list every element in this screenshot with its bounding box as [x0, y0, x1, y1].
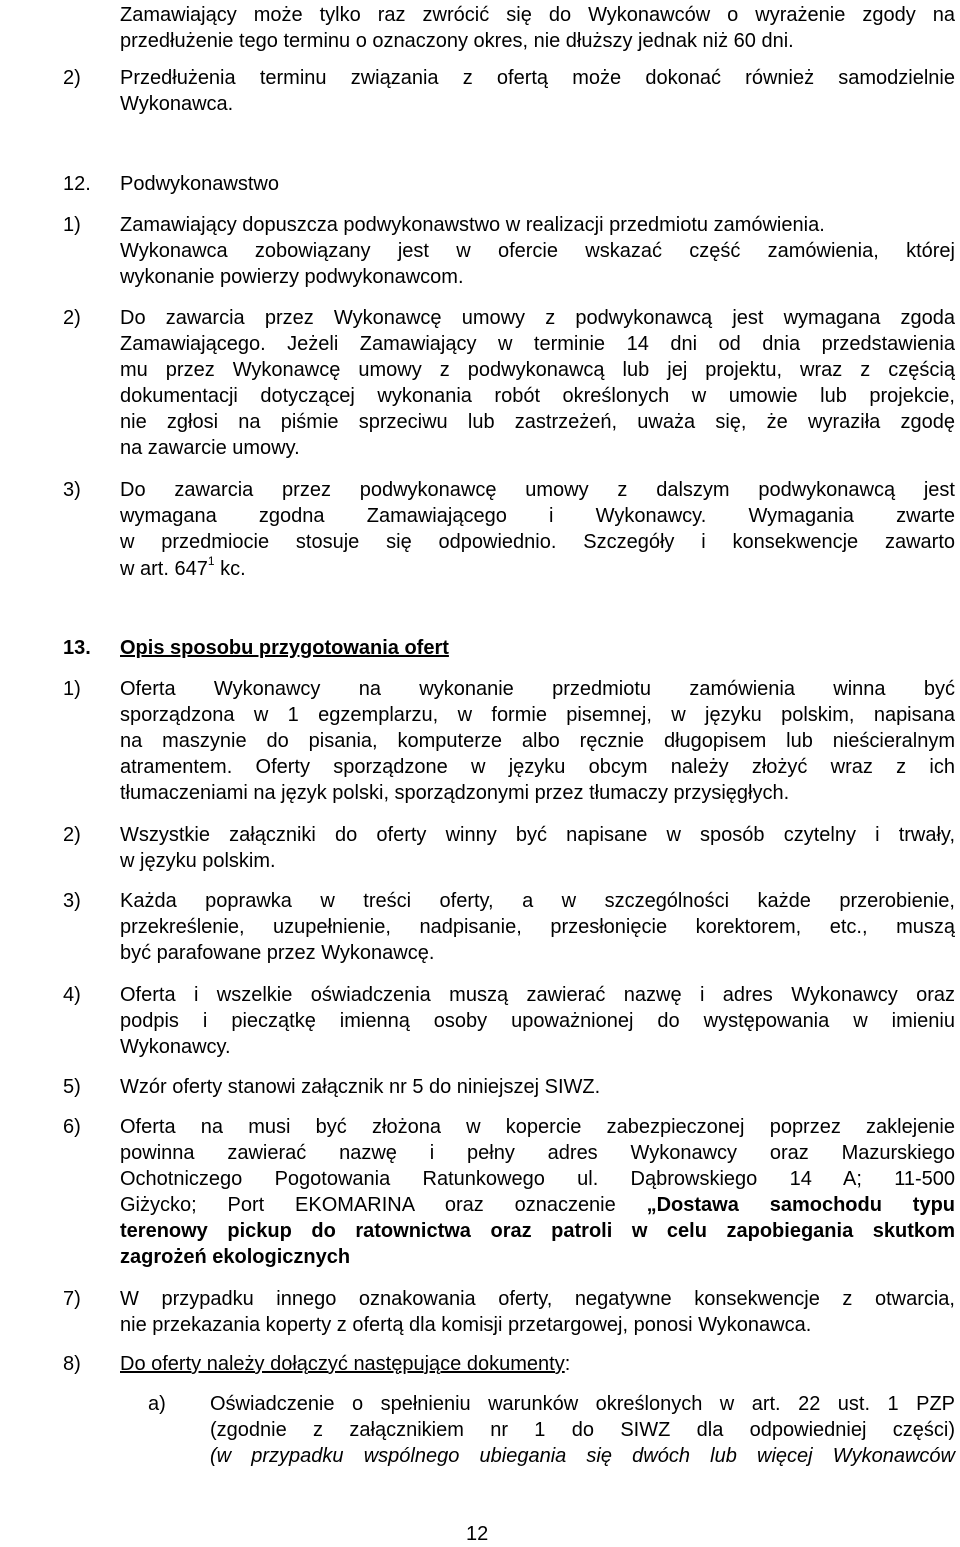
body-text-line: na maszynie do pisania, komputerze albo ręcznie długopisem lub nieścieralnym: [120, 730, 955, 752]
body-text-line: [120, 1351, 570, 1377]
list-number: 7): [63, 1288, 81, 1310]
body-text-line: Oferta i wszelkie oświadczenia muszą zawierać nazwę i adres Wykonawcy oraz: [120, 984, 955, 1006]
list-number: 5): [63, 1076, 81, 1098]
body-text-line: Do zawarcia przez Wykonawcę umowy z podwykonawcą jest wymagana zgoda: [120, 307, 955, 329]
body-text-line: na zawarcie umowy.: [120, 437, 300, 459]
list-number: 8): [63, 1353, 81, 1375]
section-title: Opis sposobu przygotowania ofert: [120, 637, 449, 659]
section-number: 13.: [63, 637, 91, 659]
body-text-line: Wzór oferty stanowi załącznik nr 5 do niniejszej SIWZ.: [120, 1076, 601, 1098]
body-text-line: być parafowane przez Wykonawcę.: [120, 942, 435, 964]
body-text-line: zagrożeń ekologicznych: [120, 1246, 351, 1268]
body-text-line: Oświadczenie o spełnieniu warunków określonych w art. 22 ust. 1 PZP: [210, 1393, 955, 1415]
text-run: Giżycko; Port EKOMARINA oraz oznaczenie: [120, 1194, 647, 1216]
list-number: 1): [63, 678, 81, 700]
sublist-letter: a): [148, 1393, 166, 1415]
body-text-line: nie przekazania koperty z ofertą dla komisji przetargowej, ponosi Wykonawca.: [120, 1314, 812, 1336]
body-text-line: Oferta Wykonawcy na wykonanie przedmiotu zamówienia winna być: [120, 678, 955, 700]
bold-text-run: „Dostawa samochodu typu: [646, 1194, 956, 1216]
list-number: 4): [63, 984, 81, 1006]
body-text-line: powinna zawierać nazwę i pełny adres Wykonawcy oraz Mazurskiego: [120, 1142, 955, 1164]
body-text-line: Przedłużenia terminu związania z ofertą może dokonać również samodzielnie: [120, 67, 955, 89]
body-text-line: dokumentacji dotyczącej wykonania robót określonych w umowie lub projekcie,: [120, 385, 955, 407]
body-text-line: [120, 556, 246, 582]
body-text-line: w przedmiocie stosuje się odpowiednio. Szczegóły i konsekwencje zawarto: [120, 531, 955, 553]
list-number: 2): [63, 824, 81, 846]
body-text-line: terenowy pickup do ratownictwa oraz patroli w celu zapobiegania skutkom: [120, 1220, 955, 1242]
body-text-line: [120, 1192, 955, 1218]
text-run: kc.: [214, 558, 246, 580]
body-text-line: sporządzona w 1 egzemplarzu, w formie pisemnej, w języku polskim, napisana: [120, 704, 955, 726]
text-run: :: [564, 1353, 571, 1375]
list-number: 3): [63, 479, 81, 501]
body-text-line: wykonanie powierzy podwykonawcom.: [120, 266, 464, 288]
body-text-line: (w przypadku wspólnego ubiegania się dwóch lub więcej Wykonawców: [210, 1445, 955, 1467]
list-number: 1): [63, 214, 81, 236]
list-number: 6): [63, 1116, 81, 1138]
body-text-line: Wszystkie załączniki do oferty winny być napisane w sposób czytelny i trwały,: [120, 824, 955, 846]
body-text-line: Zamawiający dopuszcza podwykonawstwo w realizacji przedmiotu zamówienia.: [120, 214, 825, 236]
page-number: 12: [466, 1523, 489, 1545]
body-text-line: podpis i pieczątkę imienną osoby upoważnionej do występowania w imieniu: [120, 1010, 955, 1032]
body-text-line: Wykonawcy.: [120, 1036, 231, 1058]
body-text-line: przekreślenie, uzupełnienie, nadpisanie, przesłonięcie korektorem, etc., muszą: [120, 916, 955, 938]
body-text-line: w języku polskim.: [120, 850, 276, 872]
body-text-line: nie zgłosi na piśmie sprzeciwu lub zastrzeżeń, uważa się, że wyraziła zgodę: [120, 411, 955, 433]
body-text-line: Oferta na musi być złożona w kopercie zabezpieczonej poprzez zaklejenie: [120, 1116, 955, 1138]
list-number: 2): [63, 307, 81, 329]
underlined-text-run: Do oferty należy dołączyć następujące dokumenty: [120, 1353, 565, 1375]
body-text-line: Każda poprawka w treści oferty, a w szczególności każde przerobienie,: [120, 890, 955, 912]
body-text-line: Wykonawca zobowiązany jest w ofercie wskazać część zamówienia, której: [120, 240, 955, 262]
body-text-line: Wykonawca.: [120, 93, 234, 115]
text-run: w art. 647: [120, 558, 208, 580]
section-title: Podwykonawstwo: [120, 173, 279, 195]
body-text-line: wymagana zgodna Zamawiającego i Wykonawcy. Wymagania zwarte: [120, 505, 955, 527]
body-text-line: przedłużenie tego terminu o oznaczony okres, nie dłuższy jednak niż 60 dni.: [120, 30, 794, 52]
body-text-line: tłumaczeniami na język polski, sporządzonymi przez tłumaczy przysięgłych.: [120, 782, 790, 804]
section-number: 12.: [63, 173, 91, 195]
body-text-line: Zamawiający może tylko raz zwrócić się do Wykonawców o wyrażenie zgody na: [120, 4, 955, 26]
body-text-line: W przypadku innego oznakowania oferty, negatywne konsekwencje z otwarcia,: [120, 1288, 955, 1310]
list-number: 3): [63, 890, 81, 912]
list-number: 2): [63, 67, 81, 89]
body-text-line: Ochotniczego Pogotowania Ratunkowego ul. Dąbrowskiego 14 A; 11-500: [120, 1168, 955, 1190]
body-text-line: (zgodnie z załącznikiem nr 1 do SIWZ dla odpowiedniej części): [210, 1419, 955, 1441]
body-text-line: atramentem. Oferty sporządzone w języku obcym należy złożyć wraz z ich: [120, 756, 955, 778]
body-text-line: mu przez Wykonawcę umowy z podwykonawcą lub jej projektu, wraz z częścią: [120, 359, 955, 381]
body-text-line: Zamawiającego. Jeżeli Zamawiający w terminie 14 dni od dnia przedstawienia: [120, 333, 955, 355]
body-text-line: Do zawarcia przez podwykonawcę umowy z dalszym podwykonawcą jest: [120, 479, 955, 501]
superscript: 1: [207, 554, 215, 569]
